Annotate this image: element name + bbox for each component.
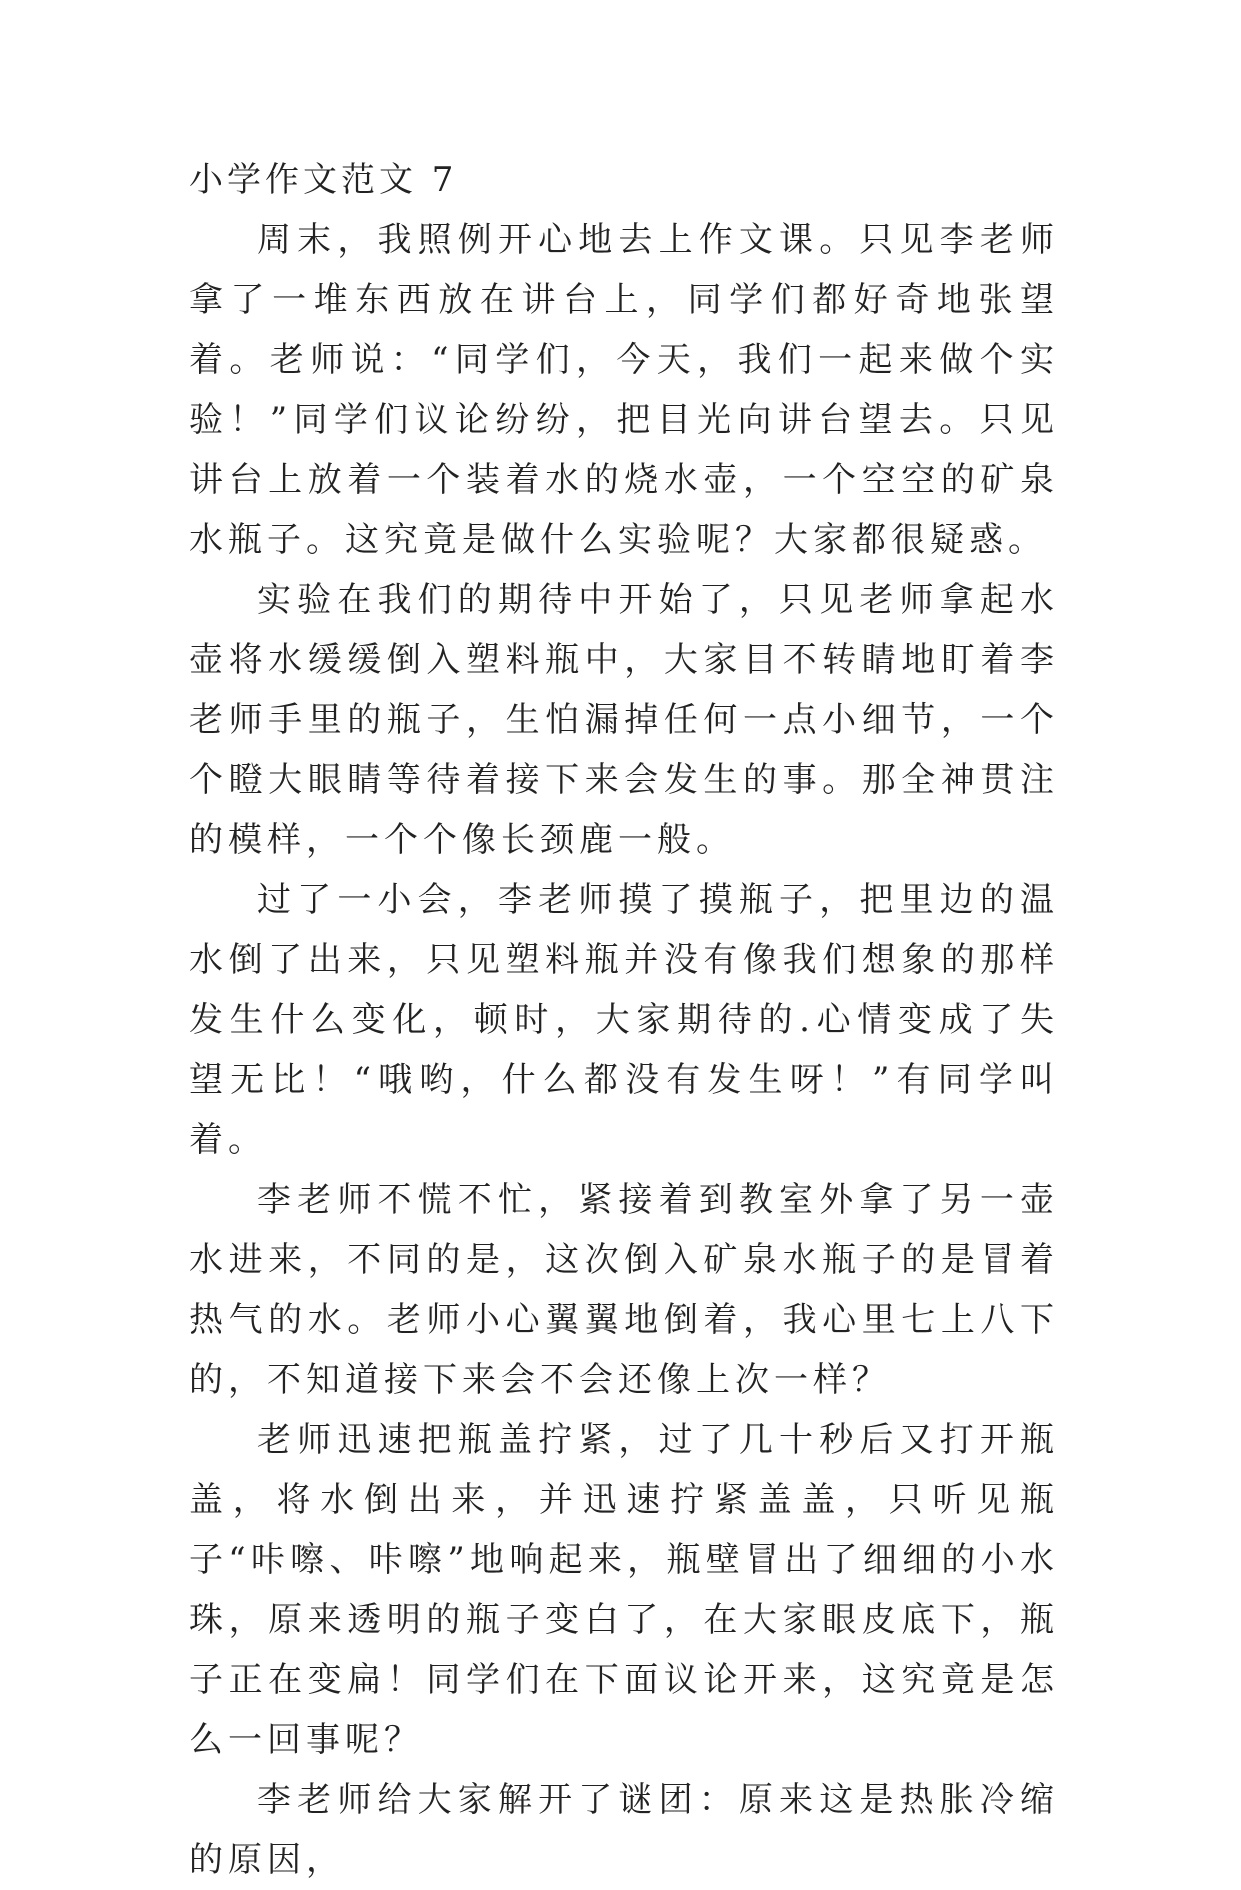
document-body <box>189 150 1059 1890</box>
paragraph-4: 李老师不慌不忙，紧接着到教室外拿了另一壶水进来，不同的是，这次倒入矿泉水瓶子的是冒着热气的水。老师小心翼翼地倒着，我心里七上八下的，不知道接下来会不会还像上次一样？ <box>189 1180 1059 1400</box>
paragraph-6: 李老师给大家解开了谜团：原来这是热胀冷缩的原因， <box>189 1780 1059 1880</box>
paragraph-5: 老师迅速把瓶盖拧紧，过了几十秒后又打开瓶盖，将水倒出来，并迅速拧紧盖盖，只听见瓶子“咔嚓、咔嚓”地响起来，瓶壁冒出了细细的小水珠，原来透明的瓶子变白了，在大家眼皮底下，瓶子正在变扁！同学们在下面议论开来，这究竟是怎么一回事呢？ <box>189 1420 1059 1760</box>
paragraph-1: 周末，我照例开心地去上作文课。只见李老师拿了一堆东西放在讲台上，同学们都好奇地张望着。老师说：“同学们，今天，我们一起来做个实验！”同学们议论纷纷，把目光向讲台望去。只见讲台上放着一个装着水的烧水壶，一个空空的矿泉水瓶子。这究竟是做什么实验呢？大家都很疑惑。 <box>189 220 1059 560</box>
document-title: 小学作文范文 7 <box>189 160 458 200</box>
paragraph-2: 实验在我们的期待中开始了，只见老师拿起水壶将水缓缓倒入塑料瓶中，大家目不转睛地盯着李老师手里的瓶子，生怕漏掉任何一点小细节，一个个瞪大眼睛等待着接下来会发生的事。那全神贯注的模样，一个个像长颈鹿一般。 <box>189 580 1059 860</box>
paragraph-3: 过了一小会，李老师摸了摸瓶子，把里边的温水倒了出来，只见塑料瓶并没有像我们想象的那样发生什么变化，顿时，大家期待的.心情变成了失望无比！“哦哟，什么都没有发生呀！”有同学叫着。 <box>189 880 1059 1160</box>
